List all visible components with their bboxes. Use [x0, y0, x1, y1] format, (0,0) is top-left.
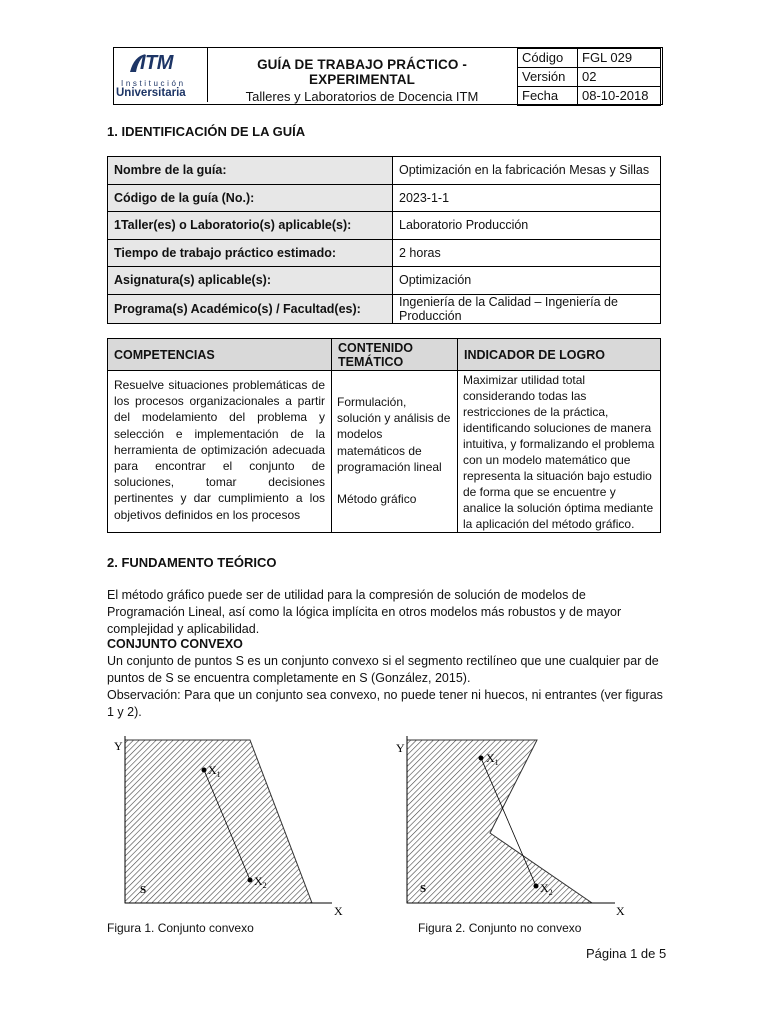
version-label: Versión: [518, 68, 578, 87]
table-row: [108, 184, 661, 212]
contenido-cell: [332, 371, 458, 533]
info-value: Laboratorio Producción: [393, 212, 661, 240]
figure-2-caption: Figura 2. Conjunto no convexo: [418, 921, 582, 935]
date-value: 08-10-2018: [578, 87, 661, 106]
date-label: Fecha: [518, 87, 578, 106]
itm-logo: ITM: [140, 52, 173, 74]
competencias-cell: Resuelve situaciones problemáticas de los procesos organizacionales a partir del modelamiento del problema y selección e implementación de la herramienta de optimización adecuada para encontrar el conjunto de soluciones, tomar decisiones pertinentes y dar cumplimiento a los objetivos definidos en los procesos: [108, 371, 332, 533]
info-value: Optimización: [393, 267, 661, 295]
header-competencias: COMPETENCIAS: [108, 339, 332, 371]
table-row: [108, 157, 661, 185]
section-1-heading: 1. IDENTIFICACIÓN DE LA GUÍA: [107, 124, 306, 139]
point-x1: [202, 768, 207, 773]
info-key: Código de la guía (No.):: [108, 184, 393, 212]
document-subtitle: Talleres y Laboratorios de Docencia ITM: [245, 89, 479, 104]
convex-definition: Un conjunto de puntos S es un conjunto convexo si el segmento rectilíneo que une cualquier par de puntos de S se encuentra completamente en S (González, 2015).: [107, 654, 659, 685]
info-value: Ingeniería de la Calidad – Ingeniería de Producción: [393, 294, 661, 323]
table-row: [108, 294, 661, 323]
figure-1-caption: Figura 1. Conjunto convexo: [107, 921, 254, 935]
info-value: Optimización en la fabricación Mesas y Sillas: [393, 157, 661, 185]
info-key: 1Taller(es) o Laboratorio(s) aplicable(s):: [108, 212, 393, 240]
point-x1-label: $X_1$: [208, 763, 221, 779]
table-row: [108, 212, 661, 240]
info-value: 2 horas: [393, 239, 661, 267]
header-title-cell: [207, 48, 518, 102]
version-value: 02: [578, 68, 661, 87]
table-row: [108, 267, 661, 295]
contenido-text-1: Formulación, solución y análisis de modelos matemáticos de programación lineal: [337, 395, 451, 474]
point-x2-label: $X_2$: [540, 881, 553, 897]
logo-swoosh-icon: [128, 52, 148, 76]
info-key: Asignatura(s) aplicable(s):: [108, 267, 393, 295]
date-row: [518, 87, 661, 106]
info-key: Programa(s) Académico(s) / Facultad(es):: [108, 294, 393, 323]
x-axis-label: X: [616, 904, 625, 918]
header-indicador: INDICADOR DE LOGRO: [458, 339, 661, 371]
document-title: GUÍA DE TRABAJO PRÁCTICO - EXPERIMENTAL: [257, 57, 467, 87]
document-codes: [517, 48, 661, 102]
figure-2-nonconvex-set: [396, 736, 625, 918]
contenido-text-2: Método gráfico: [337, 492, 417, 507]
figure-1-convex-set: [114, 736, 343, 918]
intro-paragraph: El método gráfico puede ser de utilidad para la compresión de solución de modelos de Programación Lineal, así como la lógica implícita en otros modelos más robustos y de mayor complejidad y aplicabilidad.: [107, 588, 622, 636]
competency-table: [107, 338, 661, 533]
convex-figures: [100, 728, 660, 923]
header-contenido: CONTENIDO TEMÁTICO: [332, 339, 458, 371]
logo-universitaria-text: Universitaria: [116, 87, 186, 99]
indicador-cell: Maximizar utilidad total considerando todas las restricciones de la práctica, identificando soluciones de manera intuitiva, y formalizando el problema con un modelo matemático que representa la situación bajo estudio de forma que se encuentre y analice la solución óptima mediante la aplicación del método gráfico.: [458, 371, 661, 533]
point-x1: [479, 756, 484, 761]
version-row: [518, 68, 661, 87]
code-label: Código: [518, 49, 578, 68]
y-axis-label: Y: [114, 739, 123, 753]
y-axis-label: Y: [396, 741, 405, 755]
point-x2: [534, 884, 539, 889]
set-label: S: [420, 883, 427, 895]
point-x1-label: $X_1$: [486, 751, 499, 767]
convex-observation: Observación: Para que un conjunto sea convexo, no puede tener ni huecos, ni entrantes (ver figuras 1 y 2).: [107, 688, 663, 719]
x-axis-label: X: [334, 904, 343, 918]
set-label: S: [140, 884, 147, 896]
info-key: Tiempo de trabajo práctico estimado:: [108, 239, 393, 267]
table-header-row: [108, 339, 661, 371]
point-x2: [248, 878, 253, 883]
section-2-heading: 2. FUNDAMENTO TEÓRICO: [107, 555, 277, 570]
point-x2-label: $X_2$: [254, 874, 267, 890]
table-row: [108, 371, 661, 533]
code-value: FGL 029: [578, 49, 661, 68]
convex-heading: CONJUNTO CONVEXO: [107, 637, 243, 651]
code-row: [518, 49, 661, 68]
info-value: 2023-1-1: [393, 184, 661, 212]
guide-info-table: [107, 156, 661, 324]
logo-institucion-text: Institución: [121, 79, 186, 88]
info-key: Nombre de la guía:: [108, 157, 393, 185]
page-number: Página 1 de 5: [586, 946, 667, 961]
table-row: [108, 239, 661, 267]
